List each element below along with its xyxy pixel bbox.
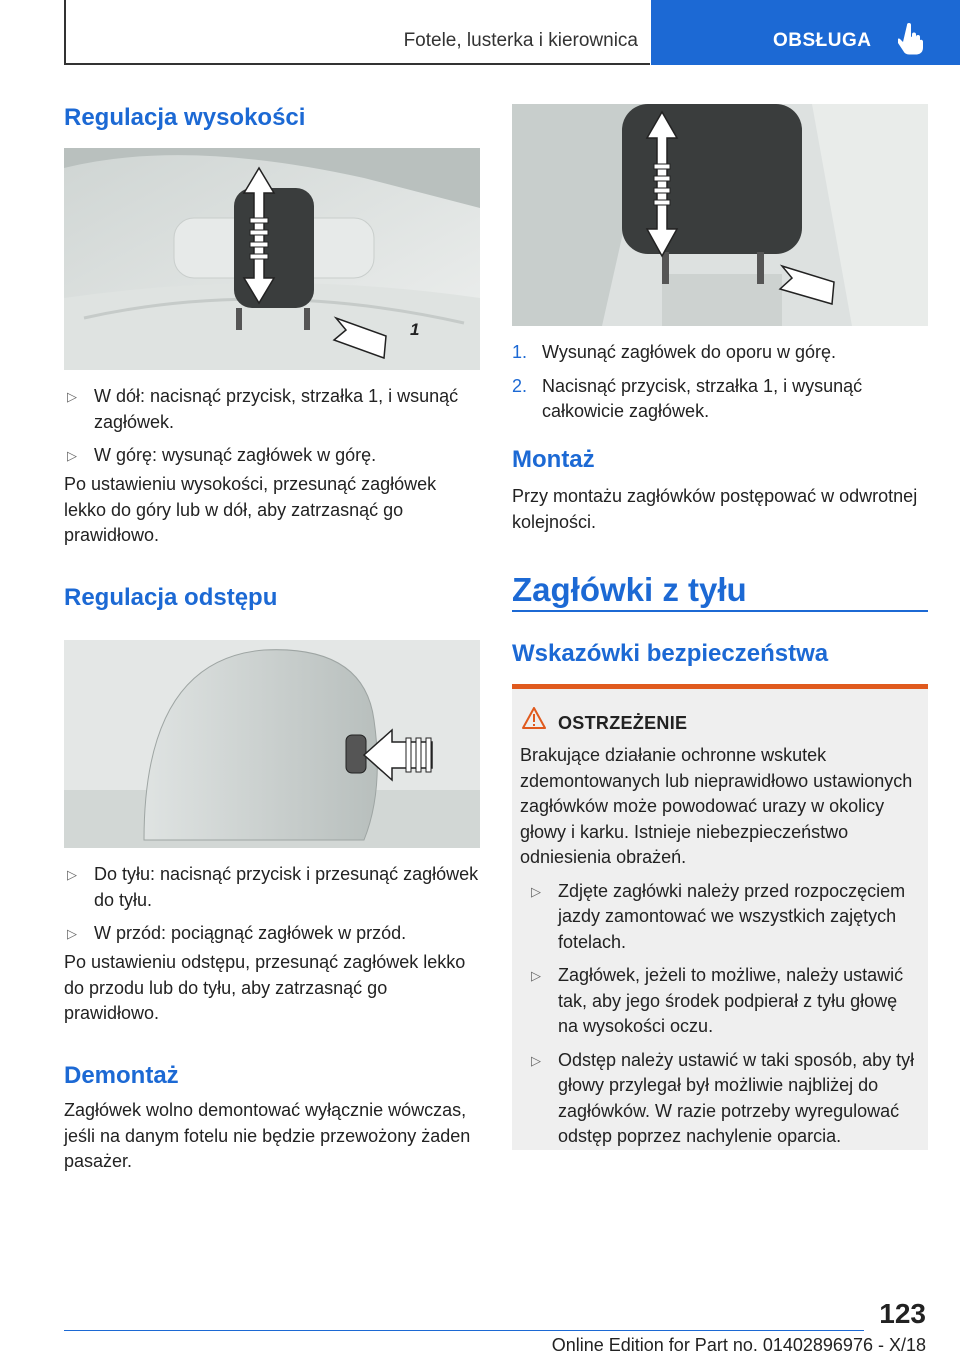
triangle-bullet-icon: ▷ [67, 926, 77, 941]
warning-triangle-icon [522, 707, 546, 729]
removal-paragraph: Zagłówek wolno demontować wyłącznie wówczas, jeśli na danym fotelu nie będzie przewożony żaden pasażer. [64, 1100, 471, 1171]
section-rule [512, 610, 928, 612]
removal-steps-list [512, 340, 928, 433]
warning-text: Brakujące działanie ochronne wskutek zdemontowanych lub nieprawidłowo ustawionych zagłówków może powodować urazy w okolicy głowy i karku. Istnieje niebezpieczeństwo odniesienia obrażeń. [520, 745, 913, 867]
warning-bullet-list [520, 879, 920, 1150]
page-number: 123 [879, 1298, 926, 1329]
header-tab-obsluga[interactable] [651, 0, 960, 65]
warning-box [512, 684, 928, 1150]
header-tab-label: OBSŁUGA [773, 30, 872, 51]
footer-rule [64, 1330, 864, 1331]
triangle-bullet-icon: ▷ [531, 968, 541, 983]
figure-headrest-distance [64, 640, 480, 848]
heading-distance-adjust: Regulacja odstępu [64, 584, 278, 611]
header-divider-bottom [64, 63, 650, 65]
list-item: ▷ W przód: pociągnąć zagłówek w przód. [64, 921, 480, 947]
list-item: ▷ W górę: wysunąć zagłówek w górę. [64, 443, 480, 469]
height-paragraph: Po ustawieniu wysokości, przesunąć zagłówek lekko do góry lub w dół, aby zatrzasnąć go prawidłowo. [64, 474, 437, 545]
list-item: 1. Wysunąć zagłówek do oporu w górę. [512, 342, 836, 362]
triangle-bullet-icon: ▷ [67, 867, 77, 882]
triangle-bullet-icon: ▷ [67, 448, 77, 463]
figure-headrest-removal [512, 104, 928, 326]
header-section-title: Fotele, lusterka i kierownica [403, 30, 638, 51]
distance-paragraph: Po ustawieniu odstępu, przesunąć zagłówek lekko do przodu lub do tyłu, aby zatrzasnąć go prawidłowo. [64, 952, 466, 1023]
pointing-hand-icon [898, 23, 924, 55]
footer-edition: Online Edition for Part no. 01402896976 - X/18 [551, 1335, 926, 1355]
list-item: ▷ Zdjęte zagłówki należy przed rozpoczęciem jazdy zamontować we wszystkich zajętych fotelach. [531, 880, 906, 952]
height-bullet-list [64, 384, 480, 477]
list-item: ▷ Zagłówek, jeżeli to możliwe, należy ustawić tak, aby jego środek podpierał z tyłu głowę na wysokości oczu. [531, 965, 904, 1036]
warning-body [520, 743, 920, 1158]
warning-title: OSTRZEŻENIE [558, 713, 688, 733]
triangle-bullet-icon: ▷ [67, 389, 77, 404]
distance-bullet-list [64, 862, 480, 955]
header-divider-left [64, 0, 66, 64]
triangle-bullet-icon: ▷ [531, 883, 541, 899]
figure-callout-1: 1 [410, 320, 420, 339]
list-item: ▷ Odstęp należy ustawić w taki sposób, aby tył głowy przylegał był możliwie najbliżej do zagłówków. W razie potrzeby wyregulować odstęp poprzez nachylenie oparcia. [531, 1049, 915, 1146]
warning-header [522, 713, 687, 734]
heading-removal: Demontaż [64, 1062, 179, 1089]
heading-height-adjust: Regulacja wysokości [64, 104, 306, 131]
list-item: ▷ Do tyłu: nacisnąć przycisk i przesunąć zagłówek do tyłu. [67, 864, 479, 910]
heading-safety-notes: Wskazówki bezpieczeństwa [512, 640, 829, 667]
heading-rear-headrests: Zagłówki z tyłu [512, 571, 747, 608]
list-item: ▷ W dół: nacisnąć przycisk, strzałka 1, i wsunąć zagłówek. [67, 386, 459, 432]
mount-paragraph: Przy montażu zagłówków postępować w odwrotnej kolejności. [512, 486, 918, 532]
heading-mount: Montaż [512, 446, 595, 473]
triangle-bullet-icon: ▷ [531, 1052, 541, 1068]
headrest-distance-illustration [64, 640, 480, 848]
list-item: 2. Nacisnąć przycisk, strzałka 1, i wysunąć całkowicie zagłówek. [512, 375, 863, 421]
headrest-removal-illustration [512, 104, 928, 326]
